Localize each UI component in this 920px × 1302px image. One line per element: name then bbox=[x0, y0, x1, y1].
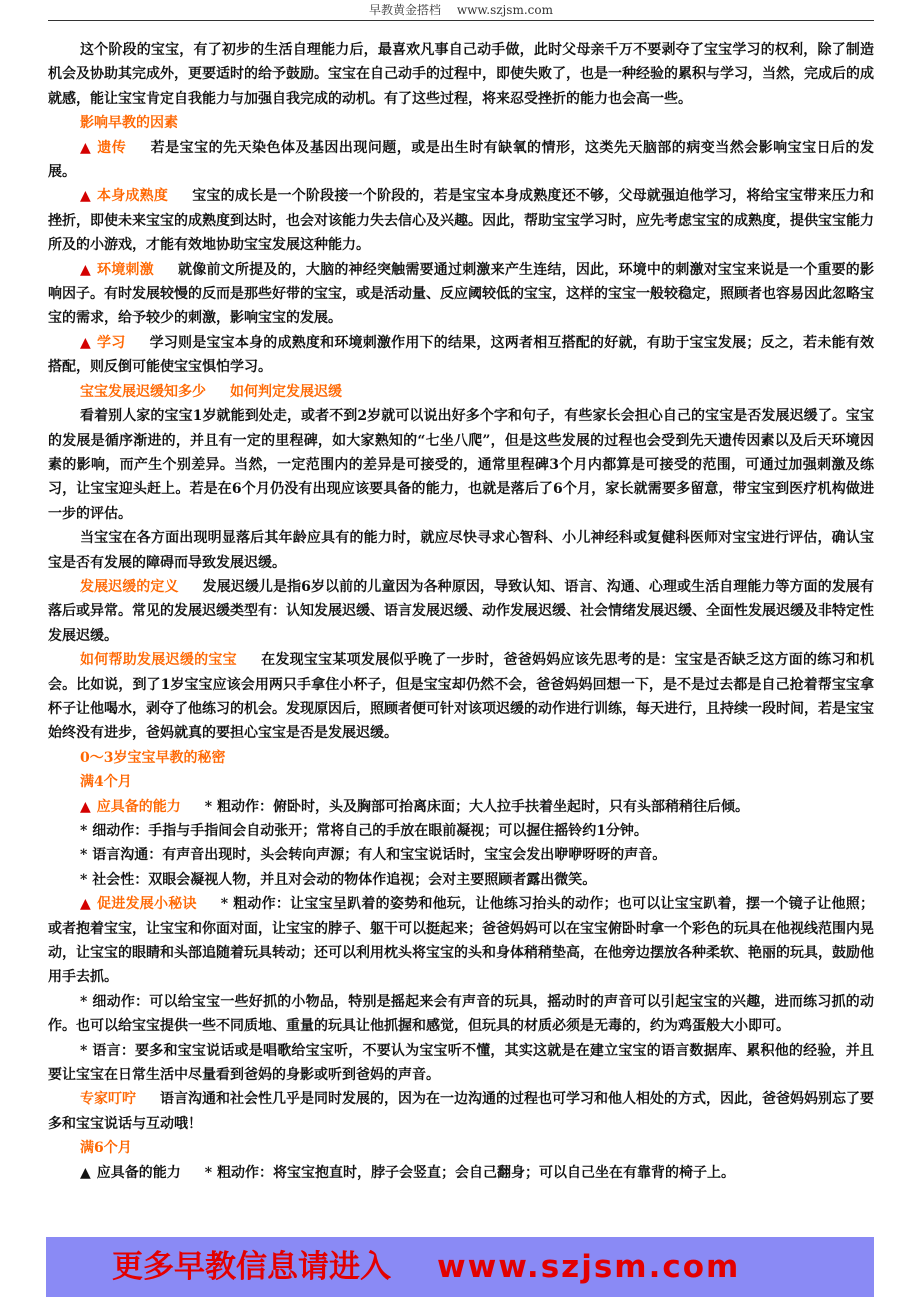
definition-label: 发展迟缓的定义 bbox=[80, 578, 179, 595]
ability-gross-text: * 粗动作：将宝宝抱直时，脖子会竖直；会自己翻身；可以自己坐在有靠背的椅子上。 bbox=[204, 1164, 735, 1181]
m4-tips-fine: * 细动作：可以给宝宝一些好抓的小物品，特别是摇起来会有声音的玩具，摇动时的声音可以引起宝宝的兴趣，进而练习抓的动作。也可以给宝宝提供一些不同质地、重量的玩具让他抓握和感觉，但玩具的材质必须是无毒的，约为鸡蛋般大小即可。 bbox=[48, 993, 874, 1035]
help-text: 在发现宝宝某项发展似乎晚了一步时，爸爸妈妈应该先思考的是：宝宝是否缺乏这方面的练习和机会。比如说，到了1岁宝宝应该会用两只手拿住小杯子，但是宝宝却仍然不会，爸爸妈妈回想一下，是不是过去都是自己抢着帮宝宝拿杯子让他喝水，剥夺了他练习的机会。发现原因后，照顾者便可针对该项迟缓的动作进行训练，每天进行，且持续一段时间，若是宝宝始终没有进步，爸妈就真的要担心宝宝是否是发展迟缓。 bbox=[48, 652, 875, 742]
banner-message: 更多早教信息请进入 bbox=[112, 1249, 391, 1285]
m4-ability-fine: * 细动作：手指与手指间会自动张开；常将自己的手放在眼前凝视；可以握住摇铃约1分钟。 bbox=[80, 823, 648, 839]
factor-text: 就像前文所提及的，大脑的神经突触需要通过刺激来产生连结，因此，环境中的刺激对宝宝来说是一个重要的影响因子。有时发展较慢的反而是那些好带的宝宝，或是活动量、反应阈较低的宝宝，这样的宝宝一般较稳定，照顾者也容易因此忽略宝宝的需求，给予较少的刺激，影响宝宝的发展。 bbox=[48, 261, 875, 327]
triangle-icon: ▲ bbox=[80, 139, 92, 156]
banner-url[interactable]: www.szjsm.com bbox=[437, 1249, 741, 1285]
promo-banner[interactable] bbox=[46, 1237, 874, 1297]
m4-tips-lang: * 语言：要多和宝宝说话或是唱歌给宝宝听，不要认为宝宝听不懂，其实这就是在建立宝宝的语言数据库、累积他的经验，并且要让宝宝在日常生活中尽量看到爸妈的身影或听到爸妈的声音。 bbox=[48, 1042, 874, 1084]
triangle-icon: ▲ bbox=[80, 334, 91, 351]
m4-expert bbox=[48, 1087, 874, 1136]
m6-ability-gross bbox=[48, 1161, 874, 1185]
triangle-icon: ▲ bbox=[80, 261, 91, 278]
factor-text: 若是宝宝的先天染色体及基因出现问题，或是出生时有缺氧的情形，这类先天脑部的病变当然会影响宝宝日后的发展。 bbox=[48, 139, 874, 181]
m4-ability-gross bbox=[48, 795, 874, 819]
factor-text: 学习则是宝宝本身的成熟度和环境刺激作用下的结果，这两者相互搭配的好就，有助于宝宝发展；反之，若未能有效搭配，则反倒可能使宝宝惧怕学习。 bbox=[48, 334, 874, 376]
document-body bbox=[48, 38, 874, 1185]
factor-label: 环境刺激 bbox=[96, 261, 154, 278]
delay-heading bbox=[48, 380, 874, 404]
factor-label: 学习 bbox=[96, 334, 126, 351]
m4-tips-gross bbox=[48, 892, 874, 990]
header-url[interactable]: www.szjsm.com bbox=[456, 3, 553, 17]
banner-text-line bbox=[112, 1247, 740, 1287]
expert-text: 语言沟通和社会性几乎是同时发展的，因为在一边沟通的过程也可学习和他人相处的方式，因此，爸爸妈妈别忘了要多和宝宝说话与互动哦！ bbox=[48, 1091, 874, 1132]
triangle-icon: ▲ bbox=[80, 798, 91, 815]
m4-ability-lang: * 语言沟通：有声音出现时，头会转向声源；有人和宝宝说话时，宝宝会发出咿咿呀呀的声音。 bbox=[80, 847, 667, 864]
ability-label: 应具备的能力 bbox=[96, 798, 181, 815]
header-title: 早教黄金搭档 bbox=[369, 3, 442, 17]
ability-gross-text: * 粗动作：俯卧时，头及胸部可抬离床面；大人拉手扶着坐起时，只有头部稍稍往后倾。 bbox=[204, 798, 749, 815]
month-6-heading: 满6个月 bbox=[80, 1140, 132, 1157]
triangle-icon: ▲ bbox=[80, 1164, 91, 1181]
secrets-heading: 0～3岁宝宝早教的秘密 bbox=[80, 749, 226, 766]
factor-text: 宝宝的成长是一个阶段接一个阶段的，若是宝宝本身成熟度还不够，父母就强迫他学习，将给宝宝带来压力和挫折，即使未来宝宝的成熟度到达时，也会对该能力失去信心及兴趣。因此，帮助宝宝学习时，应先考虑宝宝的成熟度，提供宝宝能力所及的小游戏，才能有效地协助宝宝发展这种能力。 bbox=[48, 188, 875, 254]
delay-paragraph-1: 看着别人家的宝宝1岁就能到处走，或者不到2岁就可以说出好多个字和句子，有些家长会担心自己的宝宝是否发展迟缓了。宝宝的发展是循序渐进的，并且有一定的里程碑，如大家熟知的“七坐八爬”，但是这些发展的过程也会受到先天遗传因素以及后天环境因素的影响，而产生个别差异。当然，一定范围内的差异是可接受的，通常里程碑3个月内都算是可接受的范围，可通过加强刺激及练习，让宝宝迎头赶上。若是在6个月仍没有出现应该要具备的能力，也就是落后了6个月，家长就需要多留意，带宝宝到医疗机构做进一步的评估。 bbox=[48, 408, 874, 522]
factor-label: 遗传 bbox=[97, 139, 127, 156]
triangle-icon: ▲ bbox=[80, 896, 92, 913]
factor-maturity bbox=[48, 184, 874, 257]
factor-genetics bbox=[48, 136, 874, 185]
month-4-heading: 满4个月 bbox=[80, 774, 132, 791]
factor-environment bbox=[48, 258, 874, 331]
definition-text: 发展迟缓儿是指6岁以前的儿童因为各种原因，导致认知、语言、沟通、心理或生活自理能力等方面的发展有落后或异常。常见的发展迟缓类型有：认知发展迟缓、语言发展迟缓、动作发展迟缓、社会情绪发展迟缓、全面性发展迟缓及非特定性发展迟缓。 bbox=[48, 578, 874, 644]
delay-help bbox=[48, 648, 874, 746]
intro-paragraph: 这个阶段的宝宝，有了初步的生活自理能力后，最喜欢凡事自己动手做，此时父母亲千万不要剥夺了宝宝学习的权利，除了制造机会及协助其完成外，更要适时的给予鼓励。宝宝在自己动手的过程中，即使失败了，也是一种经验的累积与学习，当然，完成后的成就感，能让宝宝肯定自我能力与加强自我完成的动机。有了这些过程，将来忍受挫折的能力也会高一些。 bbox=[48, 42, 874, 107]
expert-label: 专家叮咛 bbox=[80, 1091, 136, 1108]
tips-gross-text: * 粗动作：让宝宝呈趴着的姿势和他玩，让他练习抬头的动作；也可以让宝宝趴着，摆一个镜子让他照；或者抱着宝宝，让宝宝和你面对面，让宝宝的脖子、躯干可以挺起来；爸爸妈妈可以在宝宝俯卧时拿一个彩色的玩具在他视线范围内晃动，让宝宝的眼睛和头部追随着玩具转动；还可以利用枕头将宝宝的头和身体稍稍垫高，在他旁边摆放各种柔软、艳丽的玩具，鼓励他用手去抓。 bbox=[48, 896, 874, 986]
factor-learning bbox=[48, 331, 874, 380]
delay-heading-a: 宝宝发展迟缓知多少 bbox=[80, 383, 206, 400]
tips-label: 促进发展小秘诀 bbox=[97, 896, 197, 913]
factors-heading: 影响早教的因素 bbox=[80, 115, 178, 132]
delay-heading-b: 如何判定发展迟缓 bbox=[230, 383, 342, 400]
factor-label: 本身成熟度 bbox=[96, 188, 169, 205]
m4-ability-social: * 社会性：双眼会凝视人物，并且对会动的物体作追视；会对主要照顾者露出微笑。 bbox=[80, 871, 597, 888]
delay-paragraph-2: 当宝宝在各方面出现明显落后其年龄应具有的能力时，就应尽快寻求心智科、小儿神经科或复健科医师对宝宝进行评估，确认宝宝是否有发展的障碍而导致发展迟缓。 bbox=[48, 530, 874, 571]
delay-definition bbox=[48, 575, 874, 648]
ability-label: 应具备的能力 bbox=[96, 1164, 181, 1181]
page-header bbox=[48, 0, 874, 21]
help-label: 如何帮助发展迟缓的宝宝 bbox=[80, 652, 237, 669]
triangle-icon: ▲ bbox=[80, 188, 91, 205]
